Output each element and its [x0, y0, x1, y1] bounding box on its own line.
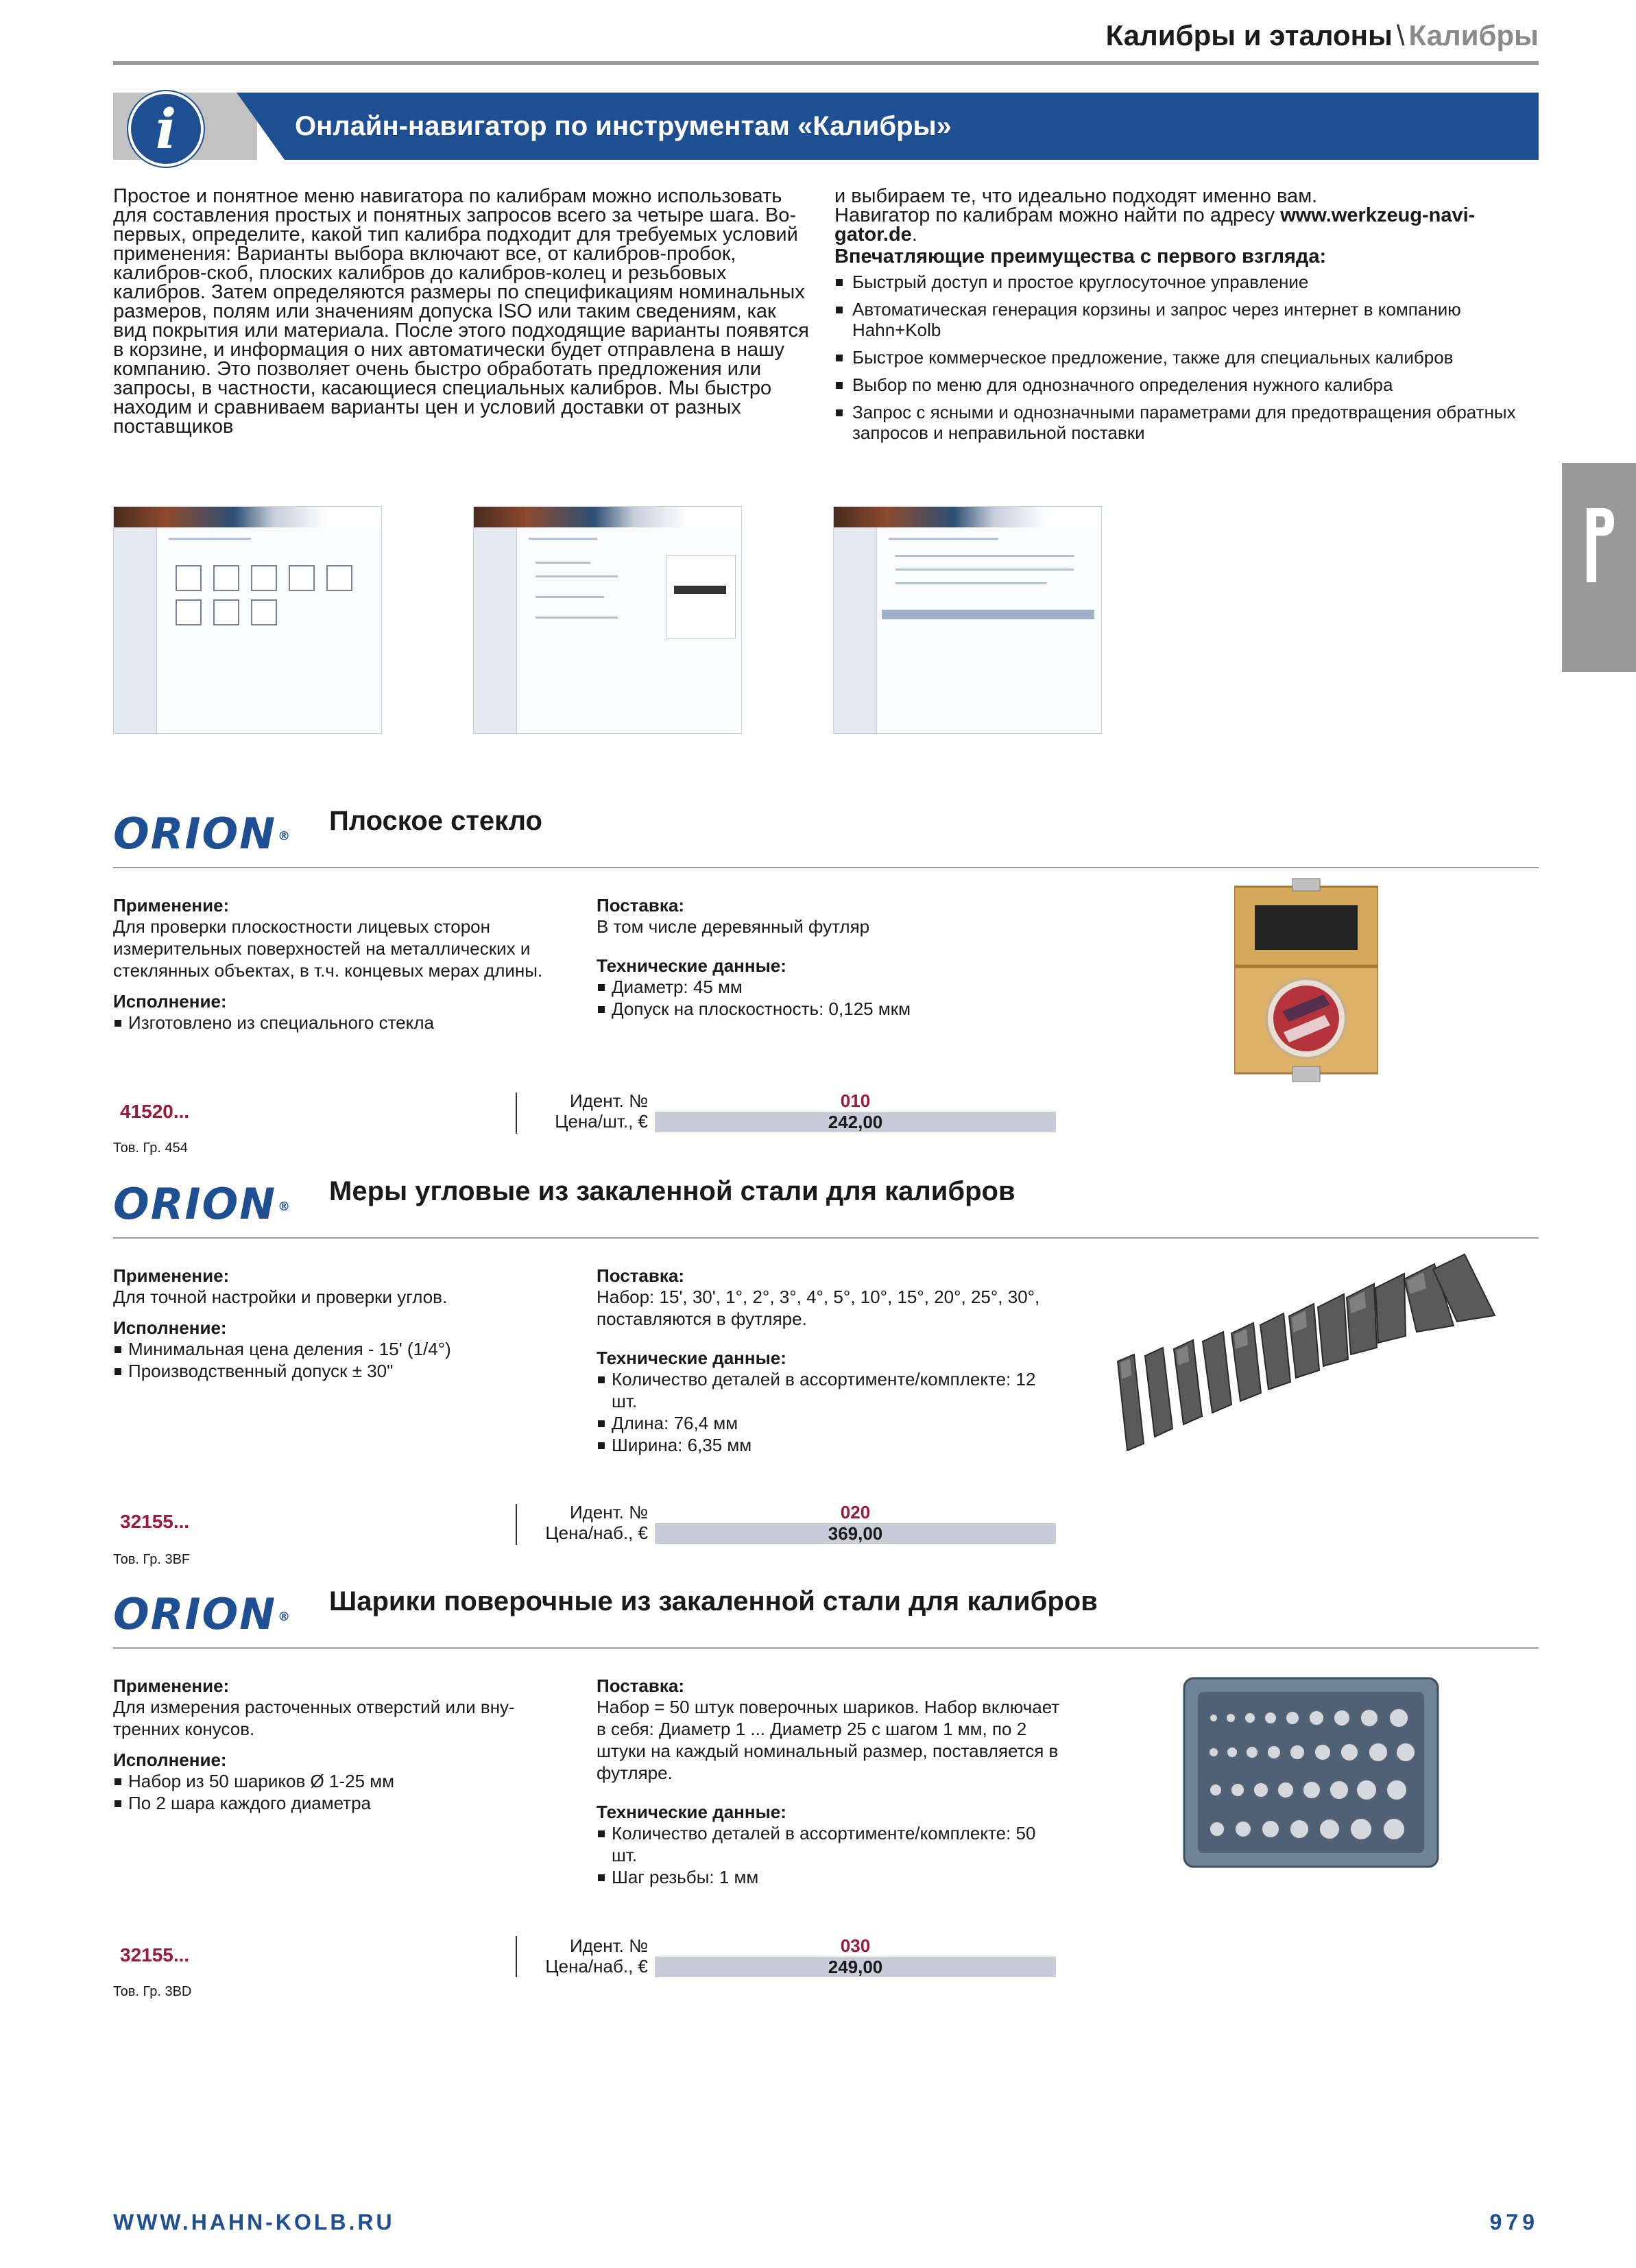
execution-item: По 2 шара каждого диаметра — [113, 1792, 566, 1814]
benefits-title: Впечатляющие преимущества с первого взгляда: — [834, 246, 1327, 267]
tech-list — [597, 1368, 1063, 1456]
tech-label: Технические данные: — [597, 1802, 786, 1822]
product-mid-column — [597, 895, 1063, 1020]
execution-item: Производственный допуск ± 30" — [113, 1360, 579, 1382]
intro-left-paragraph: Простое и понятное меню навигатора по калибрам можно использовать для составления простых и понятных запросов всего за четыре шага. Во-первых, определите, какой тип калибра подходит для требуемых условий применения: Варианты выбора включают все, от калибров-пробок, калибров-скоб, плоских калибров до калибров-колец и резьбовых калибров. Затем определяются размеры по спецификациям номинальных размеров, полям или значениям допуска ISO или таким сведениям, как вид покрытия или материала. После этого подходящие варианты появятся в корзине, и информация о них автоматически будет отправлена в нашу компанию. Это позволяет очень быстро обработать предложения или запросы, в частности, касающиеся специальных калибров. Мы быстро находим и сравниваем варианты цен и условий доставки от разных поставщиков — [113, 185, 809, 438]
tech-item: Количество деталей в ассортименте/комплекте: 12 шт. — [597, 1368, 1063, 1412]
delivery-text: Набор = 50 штук поверочных шариков. Набор включает в себя: Диаметр 1 ... Диаметр 25 с шагом 1 мм, по 2 штуки на каждый номинальный размер, поставляется в футляре. — [597, 1697, 1060, 1783]
navigator-screenshot-1 — [113, 506, 382, 734]
section-subtitle: Калибры — [1408, 19, 1539, 51]
price-label: Цена/наб., € — [545, 1956, 648, 1977]
ident-number: 030 — [840, 1935, 871, 1956]
navigator-url-link[interactable]: www.werkzeug-navi-gator.de — [834, 204, 1476, 246]
price-value: 249,00 — [655, 1957, 1056, 1977]
navigator-screenshot-2 — [473, 506, 742, 734]
tech-item: Длина: 76,4 мм — [597, 1412, 1063, 1434]
section-title: Калибры и эталоны — [1105, 19, 1393, 51]
application-label: Применение: — [113, 895, 230, 916]
product-title: Меры угловые из закаленной стали для калибров — [329, 1176, 1015, 1206]
article-number: 41520... — [120, 1101, 190, 1122]
tech-label: Технические данные: — [597, 955, 786, 976]
info-icon: i — [128, 91, 204, 167]
title-separator: \ — [1396, 19, 1405, 51]
application-text: Для проверки плоскостности лицевых сторон измерительных поверхностей на металлических и стеклянных объектах, в т.ч. концевых мерах длины. — [113, 916, 543, 981]
intro-navigator-line — [834, 206, 1541, 244]
delivery-label: Поставка: — [597, 1675, 684, 1696]
execution-item: Изготовлено из специального стекла — [113, 1012, 579, 1034]
gauge-balls-case-image — [1183, 1677, 1440, 1869]
product-mid-column — [597, 1675, 1063, 1888]
article-number: 32155... — [120, 1944, 190, 1966]
execution-label: Исполнение: — [113, 991, 227, 1012]
header-rule — [113, 61, 1539, 65]
product-title: Плоское стекло — [329, 806, 542, 836]
delivery-text: В том числе деревянный футляр — [597, 916, 870, 937]
page-number: 979 — [1489, 2210, 1539, 2234]
application-text: Для измерения расточенных отверстий или вну-тренних конусов. — [113, 1697, 515, 1739]
benefit-item: Запрос с ясными и однозначными параметрами для предотвращения обратных запросов и неправильной поставки — [834, 402, 1541, 443]
intro-right-paragraph: и выбираем те, что идеально подходят именно вам. — [834, 185, 1318, 207]
product-group: Тов. Гр. 3BD — [113, 1984, 192, 1999]
benefit-item: Автоматическая генерация корзины и запрос через интернет в компанию Hahn+Kolb — [834, 299, 1541, 340]
section-rule — [113, 1647, 1539, 1649]
application-text: Для точной настройки и проверки углов. — [113, 1287, 448, 1307]
intro-navigator-dot: . — [911, 224, 917, 246]
info-banner-title: Онлайн-навигатор по инструментам «Калибры» — [295, 111, 952, 141]
section-rule — [113, 867, 1539, 868]
price-label: Цена/наб., € — [545, 1523, 648, 1543]
benefit-item: Выбор по меню для однозначного определения нужного калибра — [834, 374, 1541, 395]
delivery-label: Поставка: — [597, 895, 684, 916]
section-rule — [113, 1237, 1539, 1239]
tech-item: Ширина: 6,35 мм — [597, 1434, 1063, 1456]
benefit-item: Быстрый доступ и простое круглосуточное управление — [834, 272, 1541, 292]
execution-label: Исполнение: — [113, 1750, 227, 1770]
tech-list — [597, 1822, 1063, 1888]
price-divider — [516, 1093, 517, 1134]
tech-item: Шаг резьбы: 1 мм — [597, 1866, 1063, 1888]
orion-brand-logo: ORION ® — [113, 1589, 292, 1639]
id-label: Идент. № — [569, 1502, 648, 1523]
application-label: Применение: — [113, 1265, 230, 1286]
tech-item: Диаметр: 45 мм — [597, 976, 1063, 998]
price-value: 369,00 — [655, 1523, 1056, 1544]
intro-navigator-text: Навигатор по калибрам можно найти по адресу — [834, 204, 1281, 226]
delivery-text: Набор: 15', 30', 1°, 2°, 3°, 4°, 5°, 10°, 15°, 20°, 25°, 30°, поставляются в футляре. — [597, 1287, 1040, 1329]
product-left-column — [113, 895, 579, 1034]
footer-website-link[interactable]: WWW.HAHN-KOLB.RU — [113, 2210, 395, 2234]
product-group: Тов. Гр. 454 — [113, 1141, 188, 1156]
product-group: Тов. Гр. 3BF — [113, 1552, 191, 1567]
info-banner — [113, 93, 1539, 160]
product-left-column — [113, 1265, 579, 1382]
price-value: 242,00 — [655, 1112, 1056, 1132]
id-label: Идент. № — [569, 1935, 648, 1956]
product-mid-column — [597, 1265, 1063, 1456]
tech-item: Количество деталей в ассортименте/комплекте: 50 шт. — [597, 1822, 1063, 1866]
price-divider — [516, 1936, 517, 1977]
orion-brand-logo: ORION ® — [113, 809, 292, 859]
execution-list — [113, 1012, 579, 1034]
info-banner-wedge — [237, 93, 285, 160]
navigator-screenshot-3 — [833, 506, 1102, 734]
execution-item: Минимальная цена деления - 15' (1/4°) — [113, 1338, 579, 1360]
execution-label: Исполнение: — [113, 1317, 227, 1338]
execution-list — [113, 1770, 566, 1814]
chapter-side-tab[interactable] — [1562, 463, 1636, 672]
tech-item: Допуск на плоскостность: 0,125 мкм — [597, 998, 1063, 1020]
ident-number: 020 — [840, 1502, 871, 1523]
tech-list — [597, 976, 1063, 1020]
article-number: 32155... — [120, 1511, 190, 1532]
benefits-list — [834, 272, 1541, 443]
page-header-title — [1106, 19, 1539, 52]
execution-list — [113, 1338, 579, 1382]
price-label: Цена/шт., € — [555, 1111, 648, 1132]
angle-gauge-blocks-image — [1111, 1245, 1508, 1457]
tech-label: Технические данные: — [597, 1348, 786, 1368]
intro-right-column — [834, 187, 1541, 450]
benefit-item: Быстрое коммерческое предложение, также для специальных калибров — [834, 347, 1541, 368]
price-divider — [516, 1504, 517, 1545]
application-label: Применение: — [113, 1675, 230, 1696]
product-left-column — [113, 1675, 566, 1814]
chapter-letter-icon — [1583, 504, 1617, 586]
ident-number: 010 — [840, 1090, 871, 1111]
delivery-label: Поставка: — [597, 1265, 684, 1286]
execution-item: Набор из 50 шариков Ø 1-25 мм — [113, 1770, 566, 1792]
orion-brand-logo: ORION ® — [113, 1179, 292, 1229]
flat-glass-product-image — [1234, 874, 1378, 1087]
id-label: Идент. № — [569, 1090, 648, 1111]
product-title: Шарики поверочные из закаленной стали для калибров — [329, 1586, 1098, 1616]
